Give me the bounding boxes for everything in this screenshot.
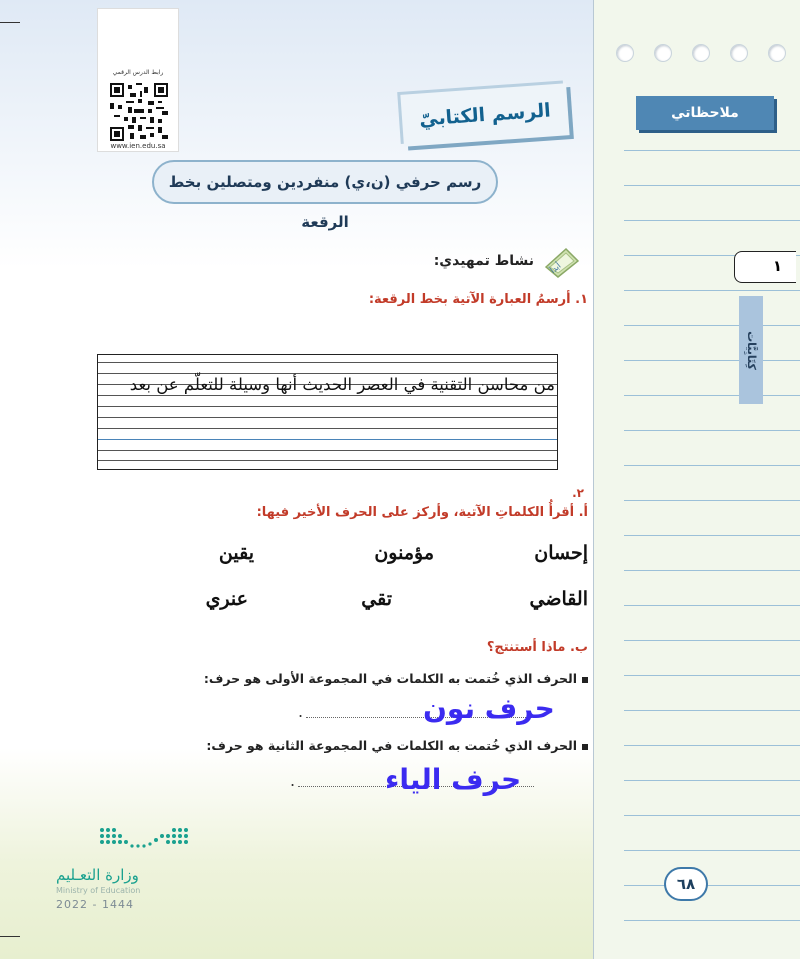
word-item: يقين <box>218 542 254 564</box>
question-2-number: ٢. <box>572 486 584 500</box>
lesson-subtitle: رسم حرفي (ن،ي) منفردين ومتصلين بخط الرقعة <box>152 160 498 204</box>
activity-label: نشاط تمهيدي: <box>433 253 534 269</box>
binder-hole <box>768 44 786 62</box>
conclusion-text-1: الحرف الذي خُتمت به الكلمات في المجموعة الأولى هو حرف: <box>203 671 577 686</box>
answer-1: حرف نون <box>423 692 555 725</box>
qr-code-icon <box>110 83 168 141</box>
writing-line <box>98 428 557 429</box>
notes-tab <box>636 96 774 130</box>
notes-panel[interactable] <box>593 0 800 959</box>
answer-end-dot: . <box>290 771 296 790</box>
notes-tab-label: ملاحظاتي <box>671 105 739 121</box>
ministry-name-ar: وزارة التعـليم <box>56 866 139 884</box>
conclusion-line-2 <box>206 738 588 753</box>
writing-line <box>98 395 557 396</box>
conclusion-text-2: الحرف الذي خُتمت به الكلمات في المجموعة الثانية هو حرف: <box>206 738 577 753</box>
question-2a-prompt: أ. أقرأُ الكلماتِ الآتية، وأركز على الحرف الأخير فيها: <box>256 505 588 520</box>
writing-line <box>98 362 557 363</box>
crop-mark <box>0 22 20 23</box>
unit-label <box>739 296 763 404</box>
ministry-name-en: Ministry of Education <box>56 886 141 895</box>
writing-line <box>98 373 557 374</box>
question-1-prompt: ١. أرسمُ العبارة الآتية بخط الرقعة: <box>368 292 588 307</box>
crop-mark <box>0 936 20 937</box>
lesson-title-text: الرسم الكتابيّ <box>418 99 552 131</box>
answer-end-dot: . <box>298 702 304 721</box>
binder-hole <box>654 44 672 62</box>
writing-line <box>98 439 557 440</box>
ministry-logo-icon <box>98 826 190 854</box>
binder-hole <box>616 44 634 62</box>
lesson-title <box>400 83 569 146</box>
writing-line <box>98 460 557 461</box>
bullet-icon <box>582 744 588 750</box>
qr-url[interactable]: www.ien.edu.sa <box>110 142 166 150</box>
svg-text:أبدأ: أبدأ <box>548 261 563 276</box>
binder-hole <box>730 44 748 62</box>
unit-number: ١ <box>772 257 782 275</box>
conclusion-line-1 <box>204 671 588 686</box>
unit-number-tab <box>734 251 796 283</box>
model-phrase: من محاسن التقنية في العصر الحديث أنها وسيلة للتعلّم عن بعد <box>129 375 555 394</box>
question-2b-prompt: ب. ماذا أستنتج؟ <box>486 640 588 655</box>
word-item: مؤمنون <box>374 542 434 564</box>
writing-line <box>98 406 557 407</box>
bullet-icon <box>582 677 588 683</box>
word-item: القاضي <box>529 588 588 610</box>
qr-card[interactable] <box>97 8 179 152</box>
book-icon <box>542 241 582 281</box>
edition-year: 2022 - 1444 <box>56 898 134 911</box>
writing-line <box>98 417 557 418</box>
binder-hole <box>692 44 710 62</box>
word-item: إحسان <box>534 542 588 564</box>
activity-heading <box>434 241 582 281</box>
word-item: عنري <box>205 588 248 610</box>
page-number: ٦٨ <box>664 867 708 901</box>
unit-label-text: كِتَابِيَّات <box>744 330 758 370</box>
handwriting-box[interactable] <box>97 354 558 470</box>
writing-line <box>98 450 557 451</box>
word-item: تقي <box>361 588 392 610</box>
answer-2: حرف الياء <box>385 763 522 796</box>
qr-title: رابط الدرس الرقمي <box>112 69 164 76</box>
